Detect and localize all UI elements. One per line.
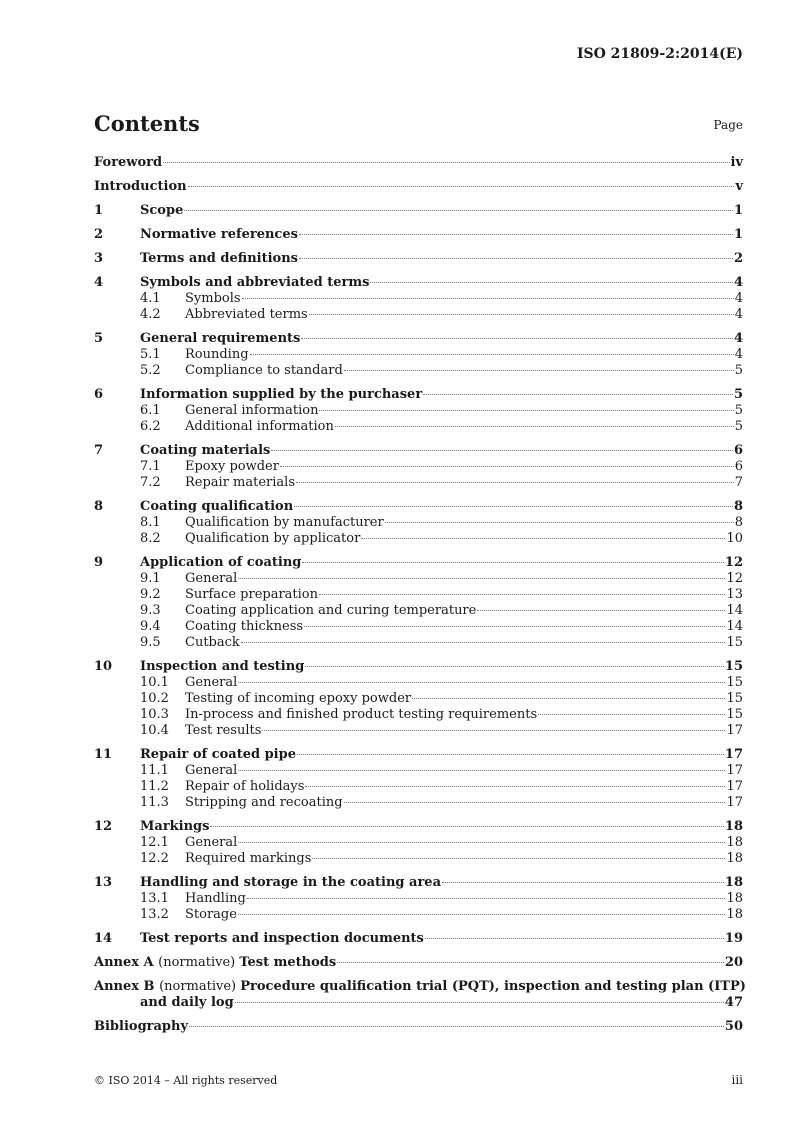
toc-entry[interactable] [94, 307, 743, 323]
toc-entry-label: Repair of coated pipe [140, 747, 296, 762]
toc-entry[interactable] [94, 1019, 743, 1035]
toc-entry-number: 6 [94, 387, 104, 402]
toc-entry-number: 4.1 [140, 291, 161, 306]
toc-leader-dots [188, 185, 735, 187]
toc-entry-label: General requirements [140, 331, 301, 346]
toc-entry-number: 10 [94, 659, 113, 674]
copyright-notice: © ISO 2014 – All rights reserved [94, 1074, 278, 1087]
toc-entry[interactable] [94, 387, 743, 403]
toc-entry[interactable] [94, 403, 743, 419]
toc-entry-page: 8 [733, 499, 743, 514]
toc-entry-number: 13 [94, 875, 113, 890]
toc-entry-page: 7 [734, 475, 743, 490]
toc-entry[interactable] [94, 995, 743, 1011]
toc-leader-dots [337, 961, 724, 963]
toc-entry-page: 17 [726, 723, 743, 738]
toc-entry[interactable] [94, 675, 743, 691]
toc-leader-dots [238, 841, 725, 843]
toc-entry-page: 10 [726, 531, 743, 546]
toc-entry-label: Qualification by manufacturer [185, 515, 384, 530]
toc-entry-page: 15 [724, 659, 743, 674]
toc-entry-page: 12 [726, 571, 743, 586]
toc-entry-label: Inspection and testing [140, 659, 305, 674]
toc-entry[interactable] [94, 347, 743, 363]
toc-entry-label: Normative references [140, 227, 298, 242]
toc-leader-dots [385, 521, 734, 523]
toc-entry-label: Qualification by applicator [185, 531, 361, 546]
toc-entry-label: Coating qualification [140, 499, 294, 514]
toc-entry-number: 4.2 [140, 307, 161, 322]
toc-entry-number: 8.2 [140, 531, 161, 546]
toc-entry-page: 4 [734, 307, 743, 322]
toc-leader-dots [184, 209, 733, 211]
toc-entry-number: 8.1 [140, 515, 161, 530]
toc-entry-page: 12 [724, 555, 743, 570]
toc-entry-label: Required markings [185, 851, 312, 866]
toc-leader-dots [242, 297, 734, 299]
toc-entry-label: Coating application and curing temperature [185, 603, 477, 618]
toc-entry-label: Surface preparation [185, 587, 319, 602]
toc-leader-dots [235, 1001, 724, 1003]
toc-entry-number: 11 [94, 747, 113, 762]
toc-entry-label: Test reports and inspection documents [140, 931, 424, 946]
toc-entry-page: 5 [734, 403, 743, 418]
toc-leader-dots [319, 593, 725, 595]
toc-leader-dots [299, 257, 733, 259]
toc-entry-page: 18 [724, 819, 743, 834]
toc-entry[interactable] [94, 419, 743, 435]
toc-entry-page: 14 [726, 619, 743, 634]
toc-entry[interactable] [94, 291, 743, 307]
toc-entry[interactable] [94, 603, 743, 619]
toc-entry[interactable] [94, 499, 743, 515]
toc-entry-number: 10.3 [140, 707, 169, 722]
toc-entry[interactable] [94, 619, 743, 635]
toc-entry-number: 3 [94, 251, 104, 266]
toc-leader-dots [302, 561, 724, 563]
toc-leader-dots [296, 481, 734, 483]
toc-entry[interactable] [94, 531, 743, 547]
toc-entry-number: 1 [94, 203, 104, 218]
toc-leader-dots [189, 1025, 724, 1027]
toc-entry-page: 17 [724, 747, 743, 762]
toc-entry-label: Repair materials [185, 475, 296, 490]
toc-entry[interactable] [94, 907, 743, 923]
page-column-label: Page [713, 118, 743, 132]
toc-entry-page: 4 [733, 275, 743, 290]
toc-entry[interactable] [94, 819, 743, 835]
toc-entry-page: v [735, 179, 743, 194]
toc-entry-page: 18 [726, 835, 743, 850]
toc-entry-page: 18 [726, 891, 743, 906]
toc-entry-page: 14 [726, 603, 743, 618]
toc-leader-dots [319, 409, 733, 411]
toc-entry[interactable] [94, 723, 743, 739]
toc-entry-page: 15 [726, 635, 743, 650]
toc-entry-page: 8 [734, 515, 743, 530]
annex-title: Procedure qualification trial (PQT), inspection and testing plan (ITP) [240, 979, 746, 994]
toc-entry[interactable] [94, 835, 743, 851]
toc-leader-dots [312, 857, 725, 859]
toc-entry[interactable] [94, 875, 743, 891]
toc-leader-dots [299, 233, 733, 235]
toc-leader-dots [477, 609, 725, 611]
toc-entry-number: 5 [94, 331, 104, 346]
toc-entry[interactable] [94, 363, 743, 379]
toc-entry-label: Symbols [185, 291, 241, 306]
toc-leader-dots [294, 505, 733, 507]
toc-leader-dots [241, 641, 726, 643]
toc-entry-number: 5.2 [140, 363, 161, 378]
toc-entry[interactable] [94, 459, 743, 475]
toc-entry-label: Compliance to standard [185, 363, 343, 378]
toc-entry-label: Markings [140, 819, 210, 834]
toc-entry-label: Repair of holidays [185, 779, 305, 794]
toc-leader-dots [250, 353, 734, 355]
toc-entry-number: 12.2 [140, 851, 169, 866]
toc-leader-dots [238, 681, 725, 683]
toc-leader-dots [361, 537, 725, 539]
toc-entry-label: Handling and storage in the coating area [140, 875, 441, 890]
toc-leader-dots [247, 897, 726, 899]
toc-entry-number: 7.1 [140, 459, 161, 474]
annex-kind: (normative) [158, 955, 240, 970]
toc-entry-number: 12 [94, 819, 113, 834]
annex-prefix: Annex A [94, 955, 159, 970]
toc-entry-page: 5 [734, 419, 743, 434]
toc-entry-number: 11.3 [140, 795, 169, 810]
toc-entry-page: 15 [726, 675, 743, 690]
toc-entry-page: 13 [726, 587, 743, 602]
toc-leader-dots [538, 713, 725, 715]
toc-leader-dots [425, 937, 724, 939]
toc-leader-dots [304, 625, 725, 627]
toc-entry-page: 18 [726, 851, 743, 866]
toc-entry-number: 14 [94, 931, 113, 946]
toc-entry-page: 4 [734, 291, 743, 306]
toc-entry[interactable] [94, 331, 743, 347]
toc-entry-page: 1 [733, 203, 743, 218]
toc-entry-number: 7.2 [140, 475, 161, 490]
toc-leader-dots [370, 281, 732, 283]
toc-entry-page: 15 [726, 691, 743, 706]
toc-entry-number: 9 [94, 555, 104, 570]
toc-entry-label: General [185, 675, 238, 690]
toc-entry-page: 6 [734, 459, 743, 474]
toc-entry-label: General [185, 571, 238, 586]
annex-kind: (normative) [159, 979, 241, 994]
toc-entry-page: 47 [724, 995, 743, 1010]
annex-prefix: Annex B [94, 979, 160, 994]
toc-entry-label: Foreword [94, 155, 163, 170]
toc-entry-page: 18 [724, 875, 743, 890]
toc-entry-page: 5 [734, 363, 743, 378]
toc-leader-dots [238, 913, 726, 915]
toc-entry-label: Cutback [185, 635, 240, 650]
toc-entry-label: Bibliography [94, 1019, 189, 1034]
toc-entry-label: Information supplied by the purchaser [140, 387, 423, 402]
toc-entry-label: Abbreviated terms [185, 307, 308, 322]
toc-entry-label: Epoxy powder [185, 459, 279, 474]
toc-entry-page: 17 [726, 795, 743, 810]
toc-entry[interactable] [94, 931, 743, 947]
toc-entry-number: 2 [94, 227, 104, 242]
toc-entry-number: 10.1 [140, 675, 169, 690]
toc-entry-label: Handling [185, 891, 246, 906]
toc-leader-dots [335, 425, 734, 427]
toc-leader-dots [301, 337, 733, 339]
toc-entry-number: 6.1 [140, 403, 161, 418]
toc-leader-dots [442, 881, 724, 883]
toc-entry[interactable] [94, 443, 743, 459]
toc-entry-page: 5 [733, 387, 743, 402]
toc-entry-page: 1 [733, 227, 743, 242]
toc-entry-number: 13.1 [140, 891, 169, 906]
toc-entry-number: 11.2 [140, 779, 169, 794]
toc-entry-label: General [185, 763, 238, 778]
toc-entry[interactable] [94, 763, 743, 779]
toc-entry-page: 18 [726, 907, 743, 922]
toc-entry[interactable] [94, 891, 743, 907]
toc-leader-dots [280, 465, 734, 467]
toc-leader-dots [238, 769, 725, 771]
toc-entry-number: 13.2 [140, 907, 169, 922]
toc-entry-label: Additional information [185, 419, 334, 434]
toc-entry-number: 9.3 [140, 603, 161, 618]
toc-entry-number: 9.5 [140, 635, 161, 650]
page-title: Contents [94, 111, 200, 136]
toc-entry-page: 4 [733, 331, 743, 346]
toc-entry-page: 4 [734, 347, 743, 362]
toc-entry-label: Test results [185, 723, 262, 738]
toc-leader-dots [210, 825, 723, 827]
toc-entry[interactable] [94, 979, 746, 995]
toc-entry-page: iv [730, 155, 743, 170]
toc-leader-dots [344, 801, 726, 803]
toc-entry-page: 17 [726, 763, 743, 778]
toc-entry-label [94, 955, 336, 971]
toc-entry-label: General information [185, 403, 319, 418]
toc-entry[interactable] [94, 475, 743, 491]
toc-entry[interactable] [94, 795, 743, 811]
toc-leader-dots [163, 161, 729, 163]
toc-entry-number: 11.1 [140, 763, 169, 778]
toc-entry[interactable] [94, 275, 743, 291]
toc-entry-number: 10.2 [140, 691, 169, 706]
toc-entry-label: Storage [185, 907, 237, 922]
toc-entry-number: 6.2 [140, 419, 161, 434]
toc-leader-dots [262, 729, 725, 731]
toc-entry[interactable] [94, 747, 743, 763]
toc-entry[interactable] [94, 587, 743, 603]
toc-entry-number: 8 [94, 499, 104, 514]
toc-entry-number: 7 [94, 443, 104, 458]
annex-title: Test methods [239, 955, 337, 970]
toc-entry-page: 50 [724, 1019, 743, 1034]
toc-entry[interactable] [94, 227, 743, 243]
toc-leader-dots [238, 577, 725, 579]
toc-entry[interactable] [94, 779, 743, 795]
toc-entry-label: Introduction [94, 179, 187, 194]
toc-entry-number: 12.1 [140, 835, 169, 850]
toc-entry-label: Stripping and recoating [185, 795, 343, 810]
page-number: iii [731, 1073, 743, 1087]
toc-entry[interactable] [94, 155, 743, 171]
toc-entry[interactable] [94, 635, 743, 651]
toc-entry[interactable] [94, 955, 743, 971]
toc-entry-page: 20 [724, 955, 743, 970]
toc-leader-dots [412, 697, 725, 699]
toc-entry-label: Coating materials [140, 443, 271, 458]
toc-leader-dots [423, 393, 733, 395]
toc-leader-dots [297, 753, 724, 755]
toc-entry-page: 17 [726, 779, 743, 794]
toc-entry[interactable] [94, 251, 743, 267]
toc-entry-label: Testing of incoming epoxy powder [185, 691, 412, 706]
toc-entry-label: Rounding [185, 347, 249, 362]
toc-leader-dots [309, 313, 734, 315]
toc-entry[interactable] [94, 179, 743, 195]
toc-entry-number: 4 [94, 275, 104, 290]
toc-entry-label: Scope [140, 203, 184, 218]
toc-entry-label: Coating thickness [185, 619, 304, 634]
toc-entry-label: Symbols and abbreviated terms [140, 275, 370, 290]
toc-entry-page: 19 [724, 931, 743, 946]
toc-leader-dots [305, 665, 724, 667]
standard-id: ISO 21809-2:2014(E) [576, 46, 743, 62]
toc-entry[interactable] [94, 515, 743, 531]
toc-entry-label: General [185, 835, 238, 850]
toc-entry-page: 2 [733, 251, 743, 266]
toc-entry[interactable] [94, 571, 743, 587]
toc-entry-label: In-process and finished product testing requirements [185, 707, 538, 722]
toc-entry[interactable] [94, 203, 743, 219]
toc-entry-label [94, 979, 746, 995]
toc-entry[interactable] [94, 659, 743, 675]
toc-leader-dots [344, 369, 734, 371]
toc-entry-label: Terms and definitions [140, 251, 298, 266]
toc-entry-number: 9.4 [140, 619, 161, 634]
toc-leader-dots [305, 785, 725, 787]
toc-entry[interactable] [94, 555, 743, 571]
toc-entry[interactable] [94, 851, 743, 867]
toc-entry-label: and daily log [140, 995, 234, 1010]
toc-entry-number: 9.2 [140, 587, 161, 602]
toc-leader-dots [271, 449, 733, 451]
toc-entry-number: 10.4 [140, 723, 169, 738]
toc-entry[interactable] [94, 707, 743, 723]
toc-entry-page: 6 [733, 443, 743, 458]
toc-entry-number: 5.1 [140, 347, 161, 362]
toc-entry-page: 15 [726, 707, 743, 722]
toc-entry-label: Application of coating [140, 555, 302, 570]
toc-entry[interactable] [94, 691, 743, 707]
toc-entry-number: 9.1 [140, 571, 161, 586]
